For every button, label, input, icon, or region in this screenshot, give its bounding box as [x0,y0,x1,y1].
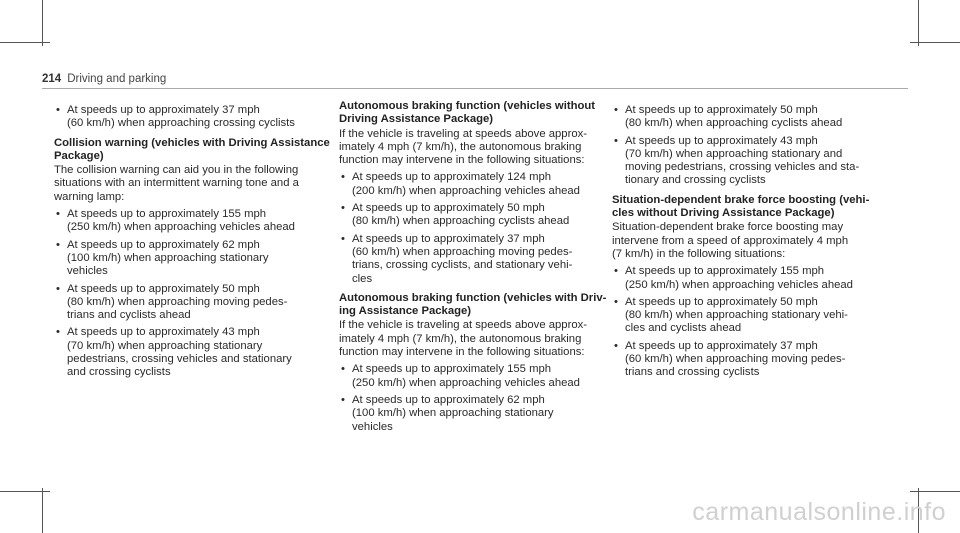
crop-mark [0,491,50,492]
text-line: • At speeds up to approximately 37 mph [625,339,818,352]
text-line: imately 4 mph (7 km/h), the autonomous braking [339,140,582,153]
list-item [339,394,621,434]
section-title: Driving and parking [67,73,167,85]
bullet-list [54,208,336,380]
text-line: warning lamp: [54,190,125,203]
list-item [612,135,894,188]
list-item [54,326,336,379]
column-2 [339,100,621,434]
text-line: • At speeds up to approximately 124 mph [352,171,552,184]
text-line: Autonomous braking function (vehicles with Driv- [339,291,607,304]
text-line: (100 km/h) when approaching stationary [352,407,554,420]
text-line: (100 km/h) when approaching stationary [67,251,269,264]
column-1 [54,100,336,380]
text-line: trians and crossing cyclists [625,366,760,379]
text-line: situations with an intermittent warning tone and a [54,177,299,190]
text-line: imately 4 mph (7 km/h), the autonomous braking [339,332,582,345]
text-line: Situation-dependent brake force boosting (vehi- [612,193,870,206]
list-item [339,202,621,229]
text-line: The collision warning can aid you in the following [54,164,299,177]
text-line: tionary and crossing cyclists [625,174,766,187]
crop-mark [0,42,50,43]
text-line: Collision warning (vehicles with Driving Assistance [54,136,330,149]
watermark: carmanualsonline.info [692,498,946,526]
list-item [54,104,336,131]
paragraph [339,128,621,168]
text-line: (200 km/h) when approaching vehicles ahead [352,184,580,197]
text-line: (80 km/h) when approaching moving pedes- [67,295,288,308]
text-line: • At speeds up to approximately 43 mph [625,134,818,147]
text-line: (70 km/h) when approaching stationary and [625,147,843,160]
section-heading [339,292,621,319]
text-line: (80 km/h) when approaching stationary vehi- [625,309,848,322]
list-item [612,265,894,292]
text-line: vehicles [67,265,108,278]
text-line: cles without Driving Assistance Package) [612,207,835,220]
text-line: • At speeds up to approximately 155 mph [625,265,825,278]
text-line: trians, crossing cyclists, and stationary vehi- [352,259,573,272]
text-line: pedestrians, crossing vehicles and stationary [67,353,292,366]
text-line: and crossing cyclists [67,366,171,379]
text-line: • At speeds up to approximately 155 mph [67,208,267,221]
list-item [612,104,894,131]
text-line: (60 km/h) when approaching crossing cyclists [67,117,295,130]
page-number: 214 [42,73,62,85]
paragraph [612,221,894,261]
text-line: vehicles [352,420,393,433]
text-line: (60 km/h) when approaching moving pedes- [625,353,846,366]
text-line: (60 km/h) when approaching moving pedes- [352,245,573,258]
header-divider [42,88,908,89]
section-heading [339,100,621,127]
bullet-list [339,171,621,285]
list-item [612,296,894,336]
text-line: cles [352,272,373,285]
paragraph [339,319,621,359]
text-line: Autonomous braking function (vehicles without [339,100,596,112]
list-item [339,363,621,390]
list-item [339,233,621,286]
text-line: function may intervene in the following situations: [339,154,585,167]
text-line: (70 km/h) when approaching stationary [67,339,263,352]
list-item [54,283,336,323]
text-line: • At speeds up to approximately 37 mph [67,104,260,116]
text-line: Package) [54,149,104,162]
section-heading [612,194,894,221]
text-line: • At speeds up to approximately 37 mph [352,232,545,245]
crop-mark [910,491,960,492]
text-line: • At speeds up to approximately 50 mph [352,202,545,215]
text-line: cles and cyclists ahead [625,322,742,335]
crop-mark [918,0,919,46]
text-line: intervene from a speed of approximately 4 mph [612,234,849,247]
text-line: • At speeds up to approximately 43 mph [67,326,260,339]
text-line: (7 km/h) in the following situations: [612,247,786,260]
section-heading [54,137,336,164]
list-item [54,208,336,235]
text-line: • At speeds up to approximately 50 mph [67,282,260,295]
paragraph [54,164,336,204]
list-item [612,340,894,380]
text-line: Situation-dependent brake force boosting may [612,221,844,234]
text-line: • At speeds up to approximately 62 mph [67,238,260,251]
text-line: (250 km/h) when approaching vehicles ahead [67,221,295,234]
text-line: function may intervene in the following situations: [339,346,585,359]
page-header [42,73,166,85]
crop-mark [910,42,960,43]
text-line: Driving Assistance Package) [339,113,494,126]
crop-mark [42,488,43,533]
text-line: • At speeds up to approximately 62 mph [352,393,545,406]
text-line: (250 km/h) when approaching vehicles ahead [352,376,580,389]
text-line: trians and cyclists ahead [67,309,191,322]
list-item [339,171,621,198]
text-line: ing Assistance Package) [339,305,472,318]
text-line: • At speeds up to approximately 50 mph [625,295,818,308]
text-line: If the vehicle is traveling at speeds above approx- [339,319,588,332]
column-3 [612,100,894,380]
text-line: If the vehicle is traveling at speeds above approx- [339,127,588,140]
text-line: (80 km/h) when approaching cyclists ahead [625,117,843,130]
text-line: • At speeds up to approximately 155 mph [352,363,552,376]
text-line: • At speeds up to approximately 50 mph [625,104,818,116]
bullet-list [54,104,336,131]
bullet-list [612,104,894,188]
crop-mark [42,0,43,46]
bullet-list [612,265,894,379]
text-line: (250 km/h) when approaching vehicles ahead [625,278,853,291]
bullet-list [339,363,621,433]
list-item [54,239,336,279]
text-line: moving pedestrians, crossing vehicles and sta- [625,161,860,174]
text-line: (80 km/h) when approaching cyclists ahead [352,215,570,228]
